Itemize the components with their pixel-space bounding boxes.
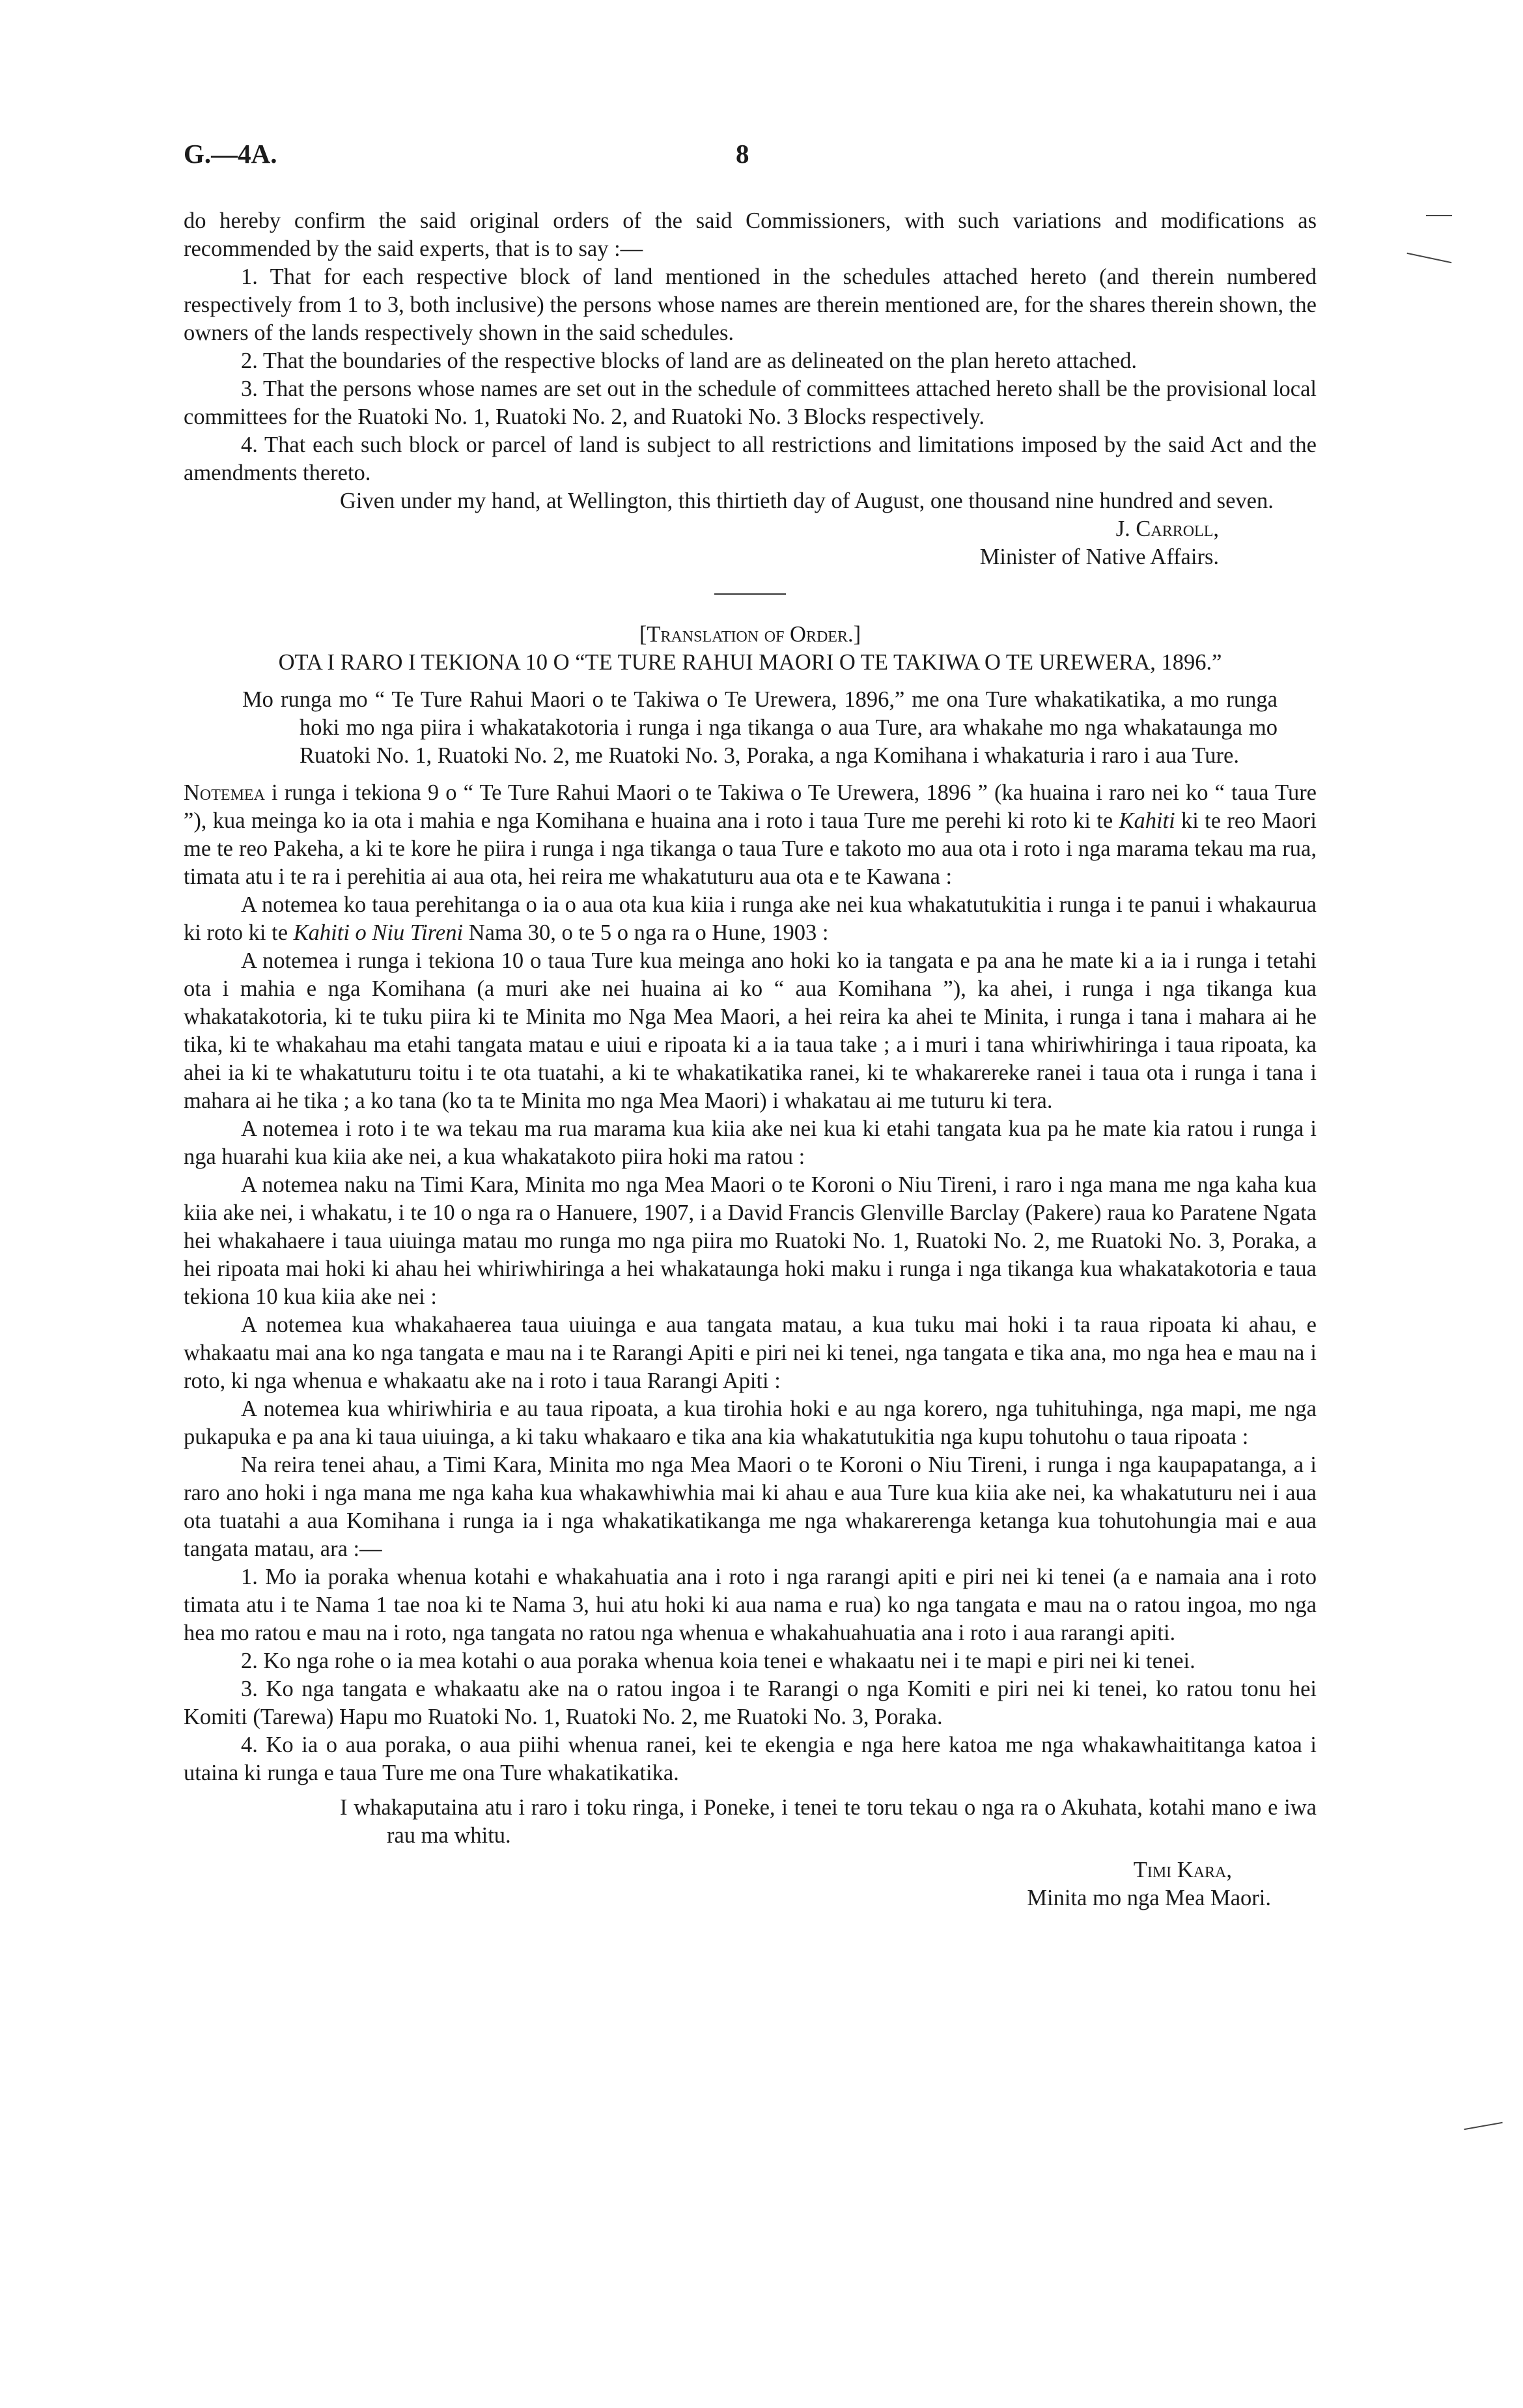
page-number: 8 (736, 139, 749, 169)
translation-preamble: Mo runga mo “ Te Ture Rahui Maori o te Takiwa o Te Urewera, 1896,” me ona Ture whakatikatika, a mo runga hoki mo nga piira i whakatakotoria i runga i nga tikanga o aua Ture, ara whakahe mo nga whakataunga mo Ruatoki No. 1, Ruatoki No. 2, me Ruatoki No. 3, Poraka, a nga Komihana i whakaturia i raro i aua Ture. (242, 687, 1278, 768)
series-header: G.—4A. (184, 139, 277, 169)
english-given: Given under my hand, at Wellington, this thirtieth day of August, one thousand nine hundred and seven. (340, 489, 1274, 513)
maori-item-3: 3. Ko nga tangata e whakaatu ake na o ratou ingoa i te Rarangi o nga Komiti e piri nei ki tenei, ko ratou tonu hei Komiti (Tarewa) Hapu mo Ruatoki No. 1, Ruatoki No. 2, me Ruatoki No. 3, Poraka. (184, 1677, 1317, 1729)
notemea-paragraph-3: A notemea i runga i tekiona 10 o taua Ture kua meinga ano hoki ko ia tangata e pa ana he mate ki a ia i runga i tetahi ota i mahia e nga Komihana (a muri ake nei huaina ai ko “ aua Komihana ”), ka ahei, i runga i nga tikanga kua whakatakotoria, ki te tuku piira ki te Minita mo Nga Mea Maori, a hei reira ka ahei te Minita, i runga i tana i mahara ai he tika, ki te whakahau ma etahi tangata matau e uiui e ripoata ki a ia taua take ; a i muri i tana whiriwhiringa i taua ripoata, ka ahei ia ki te whakatuturu toitu i te ota tuatahi, a ki te whakatikatika ranei, ki te whakarereke ranei i taua ota i runga i tana i mahara ai he tika ; a ko tana (ko ta te Minita mo nga Mea Maori) i whakatau ai me tuturu ki tera. (184, 948, 1317, 1113)
nareira-paragraph: Na reira tenei ahau, a Timi Kara, Minita mo nga Mea Maori o te Koroni o Niu Tireni, i runga i nga kaupapatanga, a i raro ano hoki i nga mana me nga kaha kua whakawhiwhia mai ki ahau e aua Ture kua kiia ake nei, ka whakatuturu nei i aua ota tuatahi a aua Komihana i runga ia i nga whakatikatikanga me nga whakarerenga ketanga kua tohutohungia mai e aua tangata matau, ara :— (184, 1452, 1317, 1561)
english-item-3: 3. That the persons whose names are set out in the schedule of committees attached hereto shall be the provisional local committees for the Ruatoki No. 1, Ruatoki No. 2, and Ruatoki No. 3 Blocks respectively. (184, 376, 1317, 429)
notemea-paragraph-2: A notemea ko taua perehitanga o ia o aua ota kua kiia i runga ake nei kua whakatutukitia i runga i te panui i whakaurua ki roto ki te Kahiti o Niu Tireni Nama 30, o te 5 o nga ra o Hune, 1903 : (184, 892, 1317, 945)
maori-item-1: 1. Mo ia poraka whenua kotahi e whakahuatia ana i roto i nga rarangi apiti e piri nei ki tenei (a e namaia ana i roto timata atu i te Nama 1 tae noa ki te Nama 3, hui atu hoki ki aua nama e rua) ko nga tangata e mau na o ratou ingoa, mo nga hea mo ratou e mau na i roto, nga tangata no ratou nga whenua e whakahuahuatia ana i roto i aua rarangi apiti. (184, 1565, 1317, 1645)
maori-signatory-title: Minita mo nga Mea Maori. (1027, 1886, 1271, 1910)
maori-given: I whakaputaina atu i raro i toku ringa, i Poneke, i tenei te toru tekau o nga ra o Akuhata, kotahi mano e iwa rau ma whitu. (340, 1795, 1317, 1848)
maori-signatory: Timi Kara, (1133, 1858, 1232, 1882)
english-order (184, 207, 1317, 571)
english-item-1: 1. That for each respective block of land mentioned in the schedules attached hereto (and therein numbered respectively from 1 to 3, both inclusive) the persons whose names are therein mentioned are, for the shares therein shown, the owners of the lands respectively shown in the said schedules. (184, 264, 1317, 345)
translation-title: OTA I RARO I TEKIONA 10 O “TE TURE RAHUI MAORI O TE TAKIWA O TE UREWERA, 1896.” (278, 650, 1222, 675)
document-body (184, 0, 1317, 1912)
notemea-paragraph-4: A notemea i roto i te wa tekau ma rua marama kua kiia ake nei kua ki etahi tangata kua pa he mate kia ratou i runga i nga huarahi kua kiia ake nei, a kua whakatakoto piira hoki ma ratou : (184, 1116, 1317, 1169)
notemea-lead: Notemea (184, 780, 265, 805)
margin-mark (1464, 2122, 1502, 2130)
notemea-paragraph-5: A notemea naku na Timi Kara, Minita mo nga Mea Maori o te Koroni o Niu Tireni, i raro i nga mana me nga kaha kua kiia ake nei, i whakatu, i te 10 o nga ra o Hanuere, 1907, i a David Francis Glenville Barclay (Pakere) raua ko Paratene Ngata hei whakahaere i taua uiuinga matau mo runga mo nga piira mo Ruatoki No. 1, Ruatoki No. 2, me Ruatoki No. 3, Poraka, a hei ripoata mai hoki ki ahau hei whiriwhiringa a hei whakataunga hoki maku i runga i nga tikanga kua whakatakotoria e taua tekiona 10 kua kiia ake nei : (184, 1172, 1317, 1309)
notemea-paragraph-7: A notemea kua whiriwhiria e au taua ripoata, a kua tirohia hoki e au nga korero, nga tuhituhinga, nga mapi, me nga pukapuka e pa ana ki taua uiuinga, a ki taku whakaaro e tika ana kia whakatutukitia nga kupu tohutohu o taua ripoata : (184, 1396, 1317, 1449)
maori-item-4: 4. Ko ia o aua poraka, o aua piihi whenua ranei, kei te ekengia e nga here katoa me nga whakawhaititanga katoa i utaina ki runga e taua Ture me ona Ture whakatikatika. (184, 1733, 1317, 1785)
margin-mark (1426, 215, 1452, 216)
translation-label: [Translation of Order.] (639, 622, 861, 647)
english-opening: do hereby confirm the said original orders of the said Commissioners, with such variations and modifications as recommended by the said experts, that is to say :— (184, 208, 1317, 261)
notemea-paragraph-6: A notemea kua whakahaerea taua uiuinga e aua tangata matau, a kua tuku mai hoki i ta raua ripoata ki ahau, e whakaatu mai ana ko nga tangata e mau na i te Rarangi Apiti e piri nei ki tenei, nga tangata e tika ana, mo nga hea e mau na i roto, ki nga whenua e whakaatu ake na i roto i taua Rarangi Apiti : (184, 1312, 1317, 1393)
notemea-paragraph-1: Notemea i runga i tekiona 9 o “ Te Ture Rahui Maori o te Takiwa o Te Urewera, 1896 ” (ka huaina i raro nei ko “ taua Ture ”), kua meinga ko ia ota i mahia e nga Komihana e huaina ana i roto i taua Ture me perehi ki roto ki te Kahiti ki te reo Maori me te reo Pakeha, a ki te kore he piira i runga i nga tikanga o taua Ture e takoto mo aua ota i roto i nga marama tekau ma rua, timata atu i te ra i perehitia ai aua ota, hei reira me whakatuturu aua ota e te Kawana : (184, 780, 1317, 889)
english-item-4: 4. That each such block or parcel of land is subject to all restrictions and limitations imposed by the said Act and the amendments thereto. (184, 432, 1317, 485)
maori-translation (184, 621, 1317, 1912)
maori-item-2: 2. Ko nga rohe o ia mea kotahi o aua poraka whenua koia tenei e whakaatu nei i te mapi e piri nei ki tenei. (241, 1649, 1195, 1673)
english-item-2: 2. That the boundaries of the respective blocks of land are as delineated on the plan hereto attached. (241, 348, 1137, 373)
english-signatory: J. Carroll, (1115, 517, 1219, 541)
english-signatory-title: Minister of Native Affairs. (979, 545, 1219, 569)
margin-mark (1407, 253, 1452, 264)
